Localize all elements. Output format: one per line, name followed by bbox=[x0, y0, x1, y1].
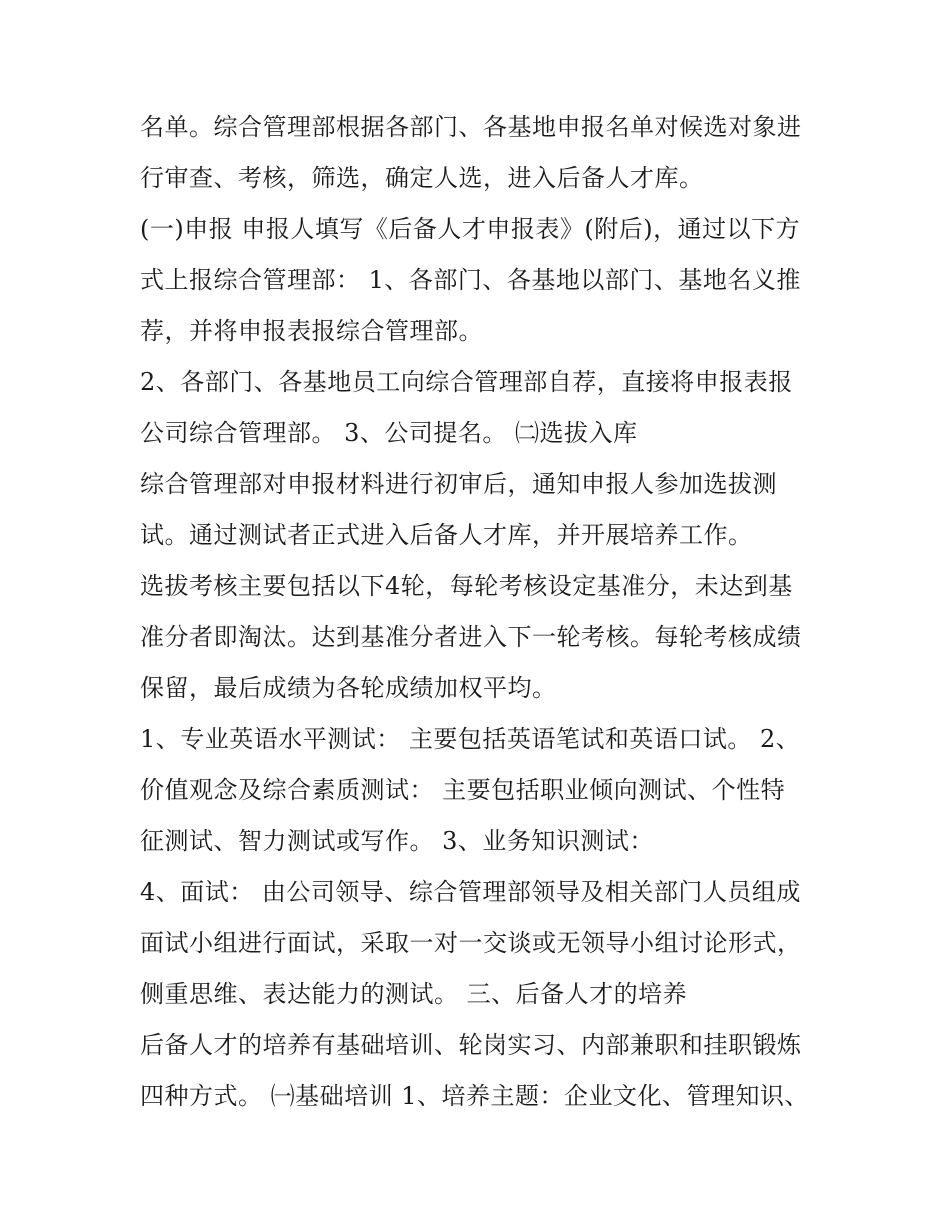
text-line: 侧重思维、表达能力的测试。 三、后备人才的培养 bbox=[140, 980, 688, 1008]
text-line: 选拔考核主要包括以下4轮，每轮考核设定基准分，未达到基 bbox=[140, 572, 793, 600]
text-line: 价值观念及综合素质测试： 主要包括职业倾向测试、个性特 bbox=[140, 776, 786, 804]
text-line: 4、面试： 由公司领导、综合管理部领导及相关部门人员组成 bbox=[140, 878, 801, 906]
text-line: 试。通过测试者正式进入后备人才库，并开展培养工作。 bbox=[140, 521, 753, 549]
text-line: 式上报综合管理部： 1、各部门、各基地以部门、基地名义推 bbox=[140, 266, 801, 294]
text-line: 名单。综合管理部根据各部门、各基地申报名单对候选对象进 bbox=[140, 113, 802, 141]
text-line: 保留，最后成绩为各轮成绩加权平均。 bbox=[140, 674, 557, 702]
text-line: 面试小组进行面试，采取一对一交谈或无领导小组讨论形式， bbox=[140, 929, 802, 957]
text-line: 准分者即淘汰。达到基准分者进入下一轮考核。每轮考核成绩 bbox=[140, 623, 802, 651]
text-line: 综合管理部对申报材料进行初审后，通知申报人参加选拔测 bbox=[140, 470, 777, 498]
text-line: 1、专业英语水平测试： 主要包括英语笔试和英语口试。 2、 bbox=[140, 725, 801, 753]
body-text bbox=[140, 102, 840, 1122]
text-line: 公司综合管理部。 3、公司提名。 ㈡选拔入库 bbox=[140, 419, 638, 447]
text-line: 行审查、考核，筛选，确定人选，进入后备人才库。 bbox=[140, 164, 704, 192]
text-line: 后备人才的培养有基础培训、轮岗实习、内部兼职和挂职锻炼 bbox=[140, 1031, 802, 1059]
text-line: 2、各部门、各基地员工向综合管理部自荐，直接将申报表报 bbox=[140, 368, 793, 396]
text-line: (一)申报 申报人填写《后备人才申报表》(附后)，通过以下方 bbox=[140, 215, 801, 243]
text-line: 四种方式。 ㈠基础培训 1、培养主题：企业文化、管理知识、 bbox=[140, 1082, 810, 1110]
text-line: 征测试、智力测试或写作。 3、业务知识测试： bbox=[140, 827, 654, 855]
text-line: 荐，并将申报表报综合管理部。 bbox=[140, 317, 483, 345]
